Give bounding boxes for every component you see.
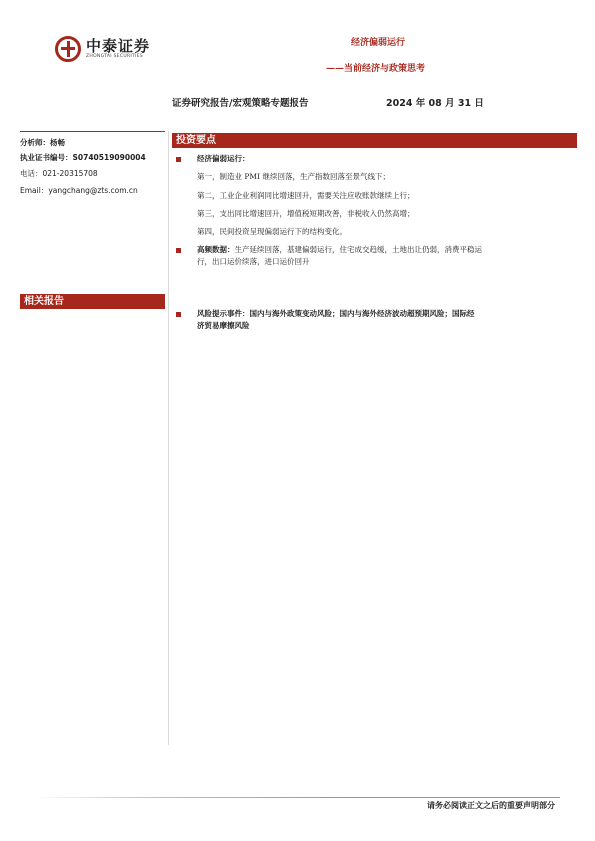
report-subtitle: ——当前经济与政策思考 [325, 64, 425, 74]
point1-item-3: 第三，支出同比增速回升，增值税短期改善，非税收入仍然高增； [197, 209, 415, 218]
risk-label: 风险提示事件： [197, 309, 250, 318]
logo-emblem-icon [55, 36, 81, 62]
point2-title: 高频数据： [197, 245, 235, 254]
logo-name-en: ZHONGTAI SECURITIES [86, 54, 144, 59]
report-date: 2024 年 08 月 31 日 [386, 98, 484, 109]
risk-text-1: 国内与海外政策变动风险；国内与海外经济波动超预期风险；国际经 [249, 309, 475, 318]
analyst-label: 分析师： [20, 138, 50, 147]
column-divider [168, 131, 169, 745]
point1-item-2: 第二，工业企业利润同比增速回升，需要关注应收账款继续上行； [197, 191, 415, 200]
email-label: Email： [20, 186, 49, 195]
bullet-square-icon [176, 157, 181, 162]
report-type: 证券研究报告/宏观策略专题报告 [172, 98, 309, 109]
sidebar-top-rule [20, 131, 165, 132]
cert-row [20, 152, 146, 163]
risk-line-2 [197, 319, 250, 332]
logo-name-cn: 中泰证券 [86, 37, 151, 55]
analyst-row [20, 137, 65, 148]
footer-disclaimer: 请务必阅读正文之后的重要声明部分 [427, 800, 555, 810]
footer-rule [35, 797, 560, 798]
point1-title: 经济偏弱运行： [197, 154, 250, 163]
point1-item-1: 第一，制造业 PMI 继续回落，生产指数回落至景气线下； [197, 172, 390, 181]
logo-text [86, 38, 150, 60]
related-reports-header: 相关报告 [20, 294, 165, 309]
email-address[interactable]: yangchang@zts.com.cn [48, 186, 138, 195]
email-row [20, 185, 138, 196]
phone-label: 电话： [20, 169, 43, 178]
company-logo [55, 36, 150, 62]
cert-label: 执业证书编号： [20, 153, 73, 162]
risk-line-1 [197, 307, 577, 320]
cert-number: S0740519090004 [72, 153, 146, 162]
analyst-name: 杨畅 [50, 138, 65, 147]
bullet-square-icon [176, 312, 181, 317]
investment-highlights-header: 投资要点 [172, 133, 577, 148]
point2-text-1: 生产延续回落，基建偏弱运行，住宅成交趋缓，土地出让仍弱，消费平稳运 [234, 245, 482, 254]
phone-number: 021-20315708 [42, 169, 98, 178]
point1-item-4: 第四，民间投资呈现偏弱运行下的结构变化。 [197, 227, 347, 236]
phone-row [20, 168, 98, 179]
risk-text-2: 济贸易摩擦风险 [197, 321, 250, 330]
bullet-square-icon [176, 248, 181, 253]
report-title: 经济偏弱运行 [350, 38, 405, 48]
point2-line-2: 行，出口运价续落，进口运价回升 [197, 257, 310, 266]
